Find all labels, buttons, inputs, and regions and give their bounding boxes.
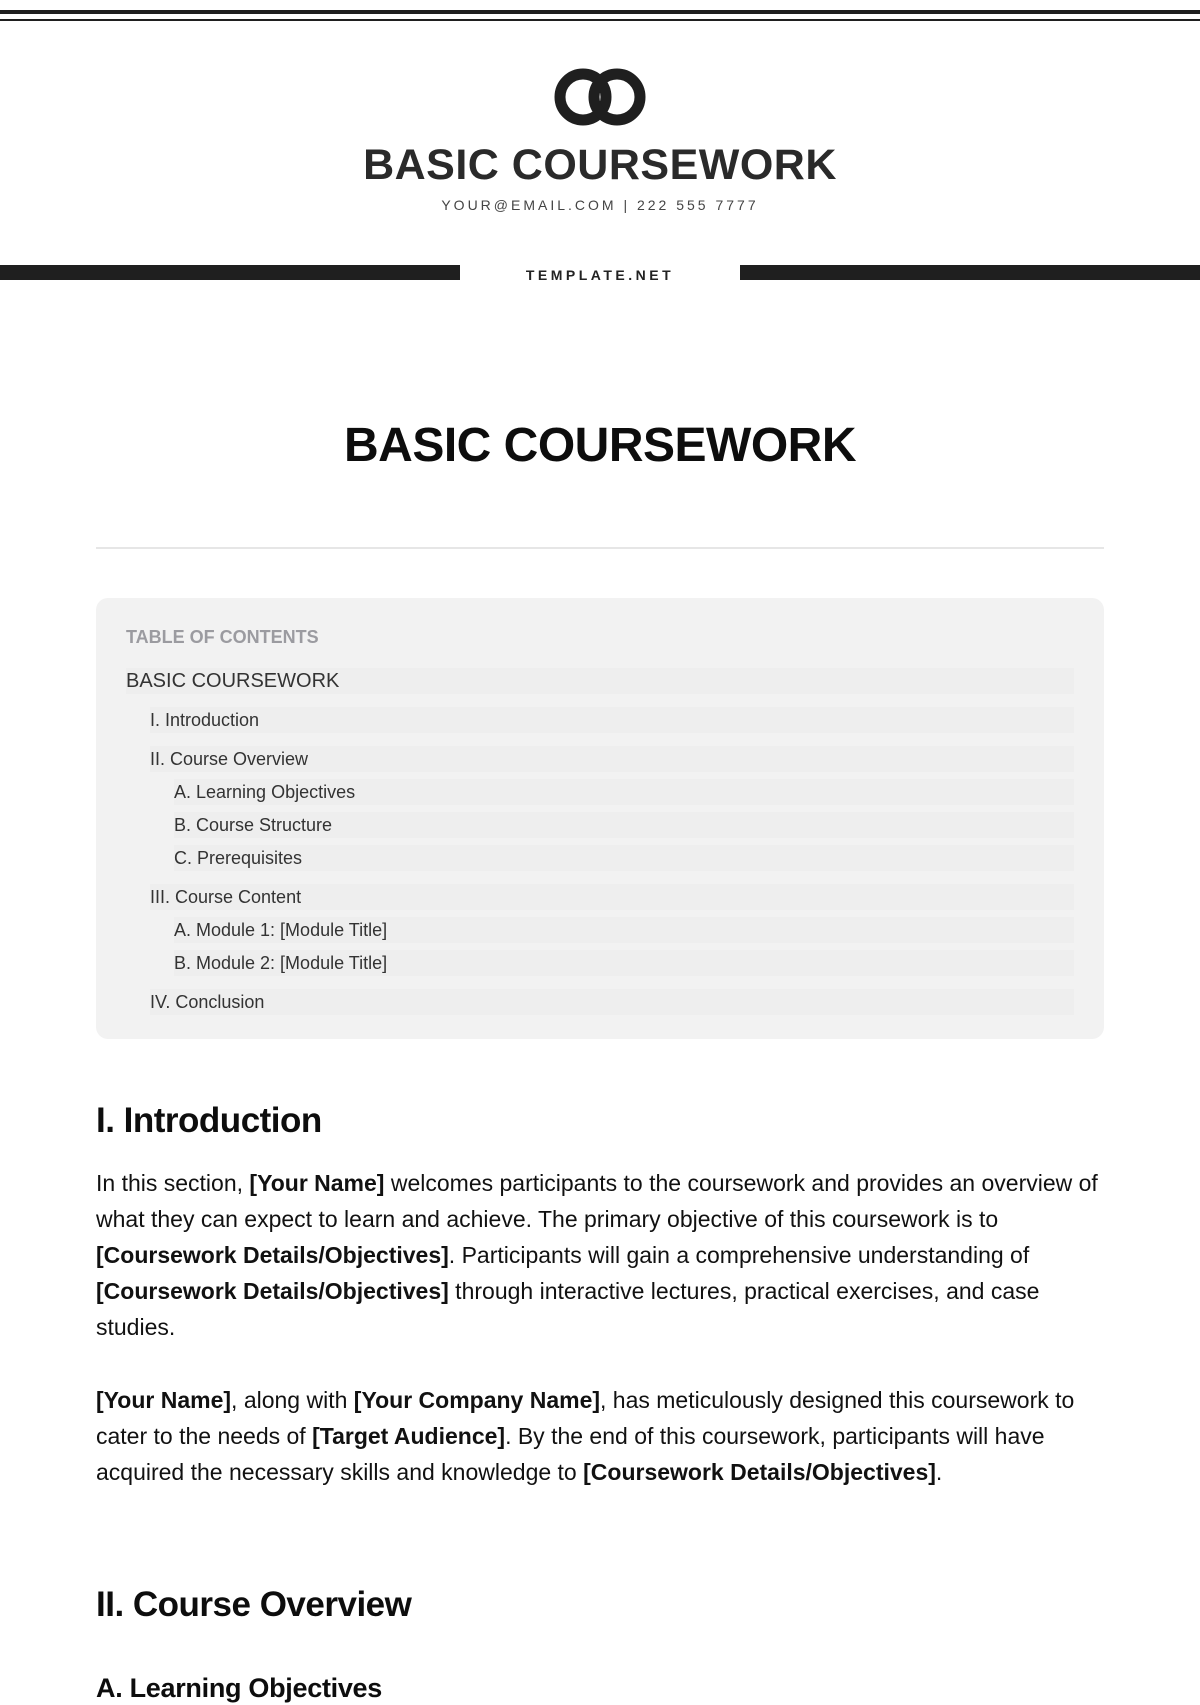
placeholder-company-name: [Your Company Name] [353, 1387, 601, 1413]
header-band-right [740, 265, 1200, 280]
title-divider [96, 547, 1104, 549]
toc-item-label: A. Module 1: [Module Title] [174, 919, 388, 940]
toc-item-label: III. Course Content [150, 886, 302, 907]
toc-item-label: A. Learning Objectives [174, 781, 356, 802]
toc-item-label: C. Prerequisites [174, 847, 303, 868]
section-heading-course-overview: II. Course Overview [96, 1585, 412, 1624]
text-run: , has meticulously designed this coursework to cater to the needs of [96, 1387, 1075, 1449]
toc-heading: TABLE OF CONTENTS [126, 627, 319, 647]
placeholder-coursework-details: [Coursework Details/Objectives] [96, 1242, 449, 1268]
toc-item[interactable] [126, 668, 1074, 694]
text-run: through interactive lectures, practical exercises, and case studies. [96, 1278, 1040, 1340]
text-run: . [935, 1459, 943, 1485]
toc-item[interactable] [150, 989, 1074, 1015]
template-label: TEMPLATE.NET [525, 267, 675, 283]
toc-item[interactable] [150, 707, 1074, 733]
toc-item-label: I. Introduction [150, 709, 260, 730]
text-run: welcomes participants to the coursework and provides an overview of what they can expect to learn and achieve. The primary objective of this coursework is to [96, 1170, 1098, 1232]
toc-item-label: B. Course Structure [174, 814, 333, 835]
toc-item-label: II. Course Overview [150, 748, 309, 769]
toc-item-label: BASIC COURSEWORK [126, 669, 340, 692]
toc-item[interactable] [174, 950, 1074, 976]
toc-item[interactable] [174, 845, 1074, 871]
table-of-contents [96, 598, 1104, 1039]
toc-item-label: IV. Conclusion [150, 991, 265, 1012]
toc-item-label: B. Module 2: [Module Title] [174, 952, 388, 973]
subsection-heading-learning-objectives: A. Learning Objectives [96, 1673, 382, 1703]
header-band-left [0, 265, 460, 280]
introduction-paragraph-2 [96, 1382, 1108, 1490]
toc-item[interactable] [174, 779, 1074, 805]
text-run: , along with [231, 1387, 354, 1413]
placeholder-target-audience: [Target Audience] [312, 1423, 506, 1449]
placeholder-coursework-details: [Coursework Details/Objectives] [96, 1278, 449, 1304]
placeholder-coursework-details: [Coursework Details/Objectives] [583, 1459, 936, 1485]
header-top-rule-thin [0, 19, 1200, 21]
section-heading-introduction: I. Introduction [96, 1101, 322, 1140]
interlocking-rings-icon [553, 64, 647, 130]
toc-item[interactable] [150, 746, 1074, 772]
toc-item[interactable] [174, 917, 1074, 943]
brand-title: BASIC COURSEWORK [363, 141, 837, 189]
introduction-paragraph-1 [96, 1165, 1108, 1345]
brand-contact: YOUR@EMAIL.COM | 222 555 7777 [441, 197, 759, 213]
text-run: In this section, [96, 1170, 250, 1196]
placeholder-your-name: [Your Name] [96, 1387, 232, 1413]
toc-item[interactable] [174, 812, 1074, 838]
text-run: . Participants will gain a comprehensive understanding of [448, 1242, 1030, 1268]
header-top-rule-thick [0, 10, 1200, 14]
placeholder-your-name: [Your Name] [249, 1170, 385, 1196]
text-run: . By the end of this coursework, participants will have acquired the necessary skills and knowledge to [96, 1423, 1045, 1485]
document-title: BASIC COURSEWORK [343, 419, 856, 472]
toc-item[interactable] [150, 884, 1074, 910]
